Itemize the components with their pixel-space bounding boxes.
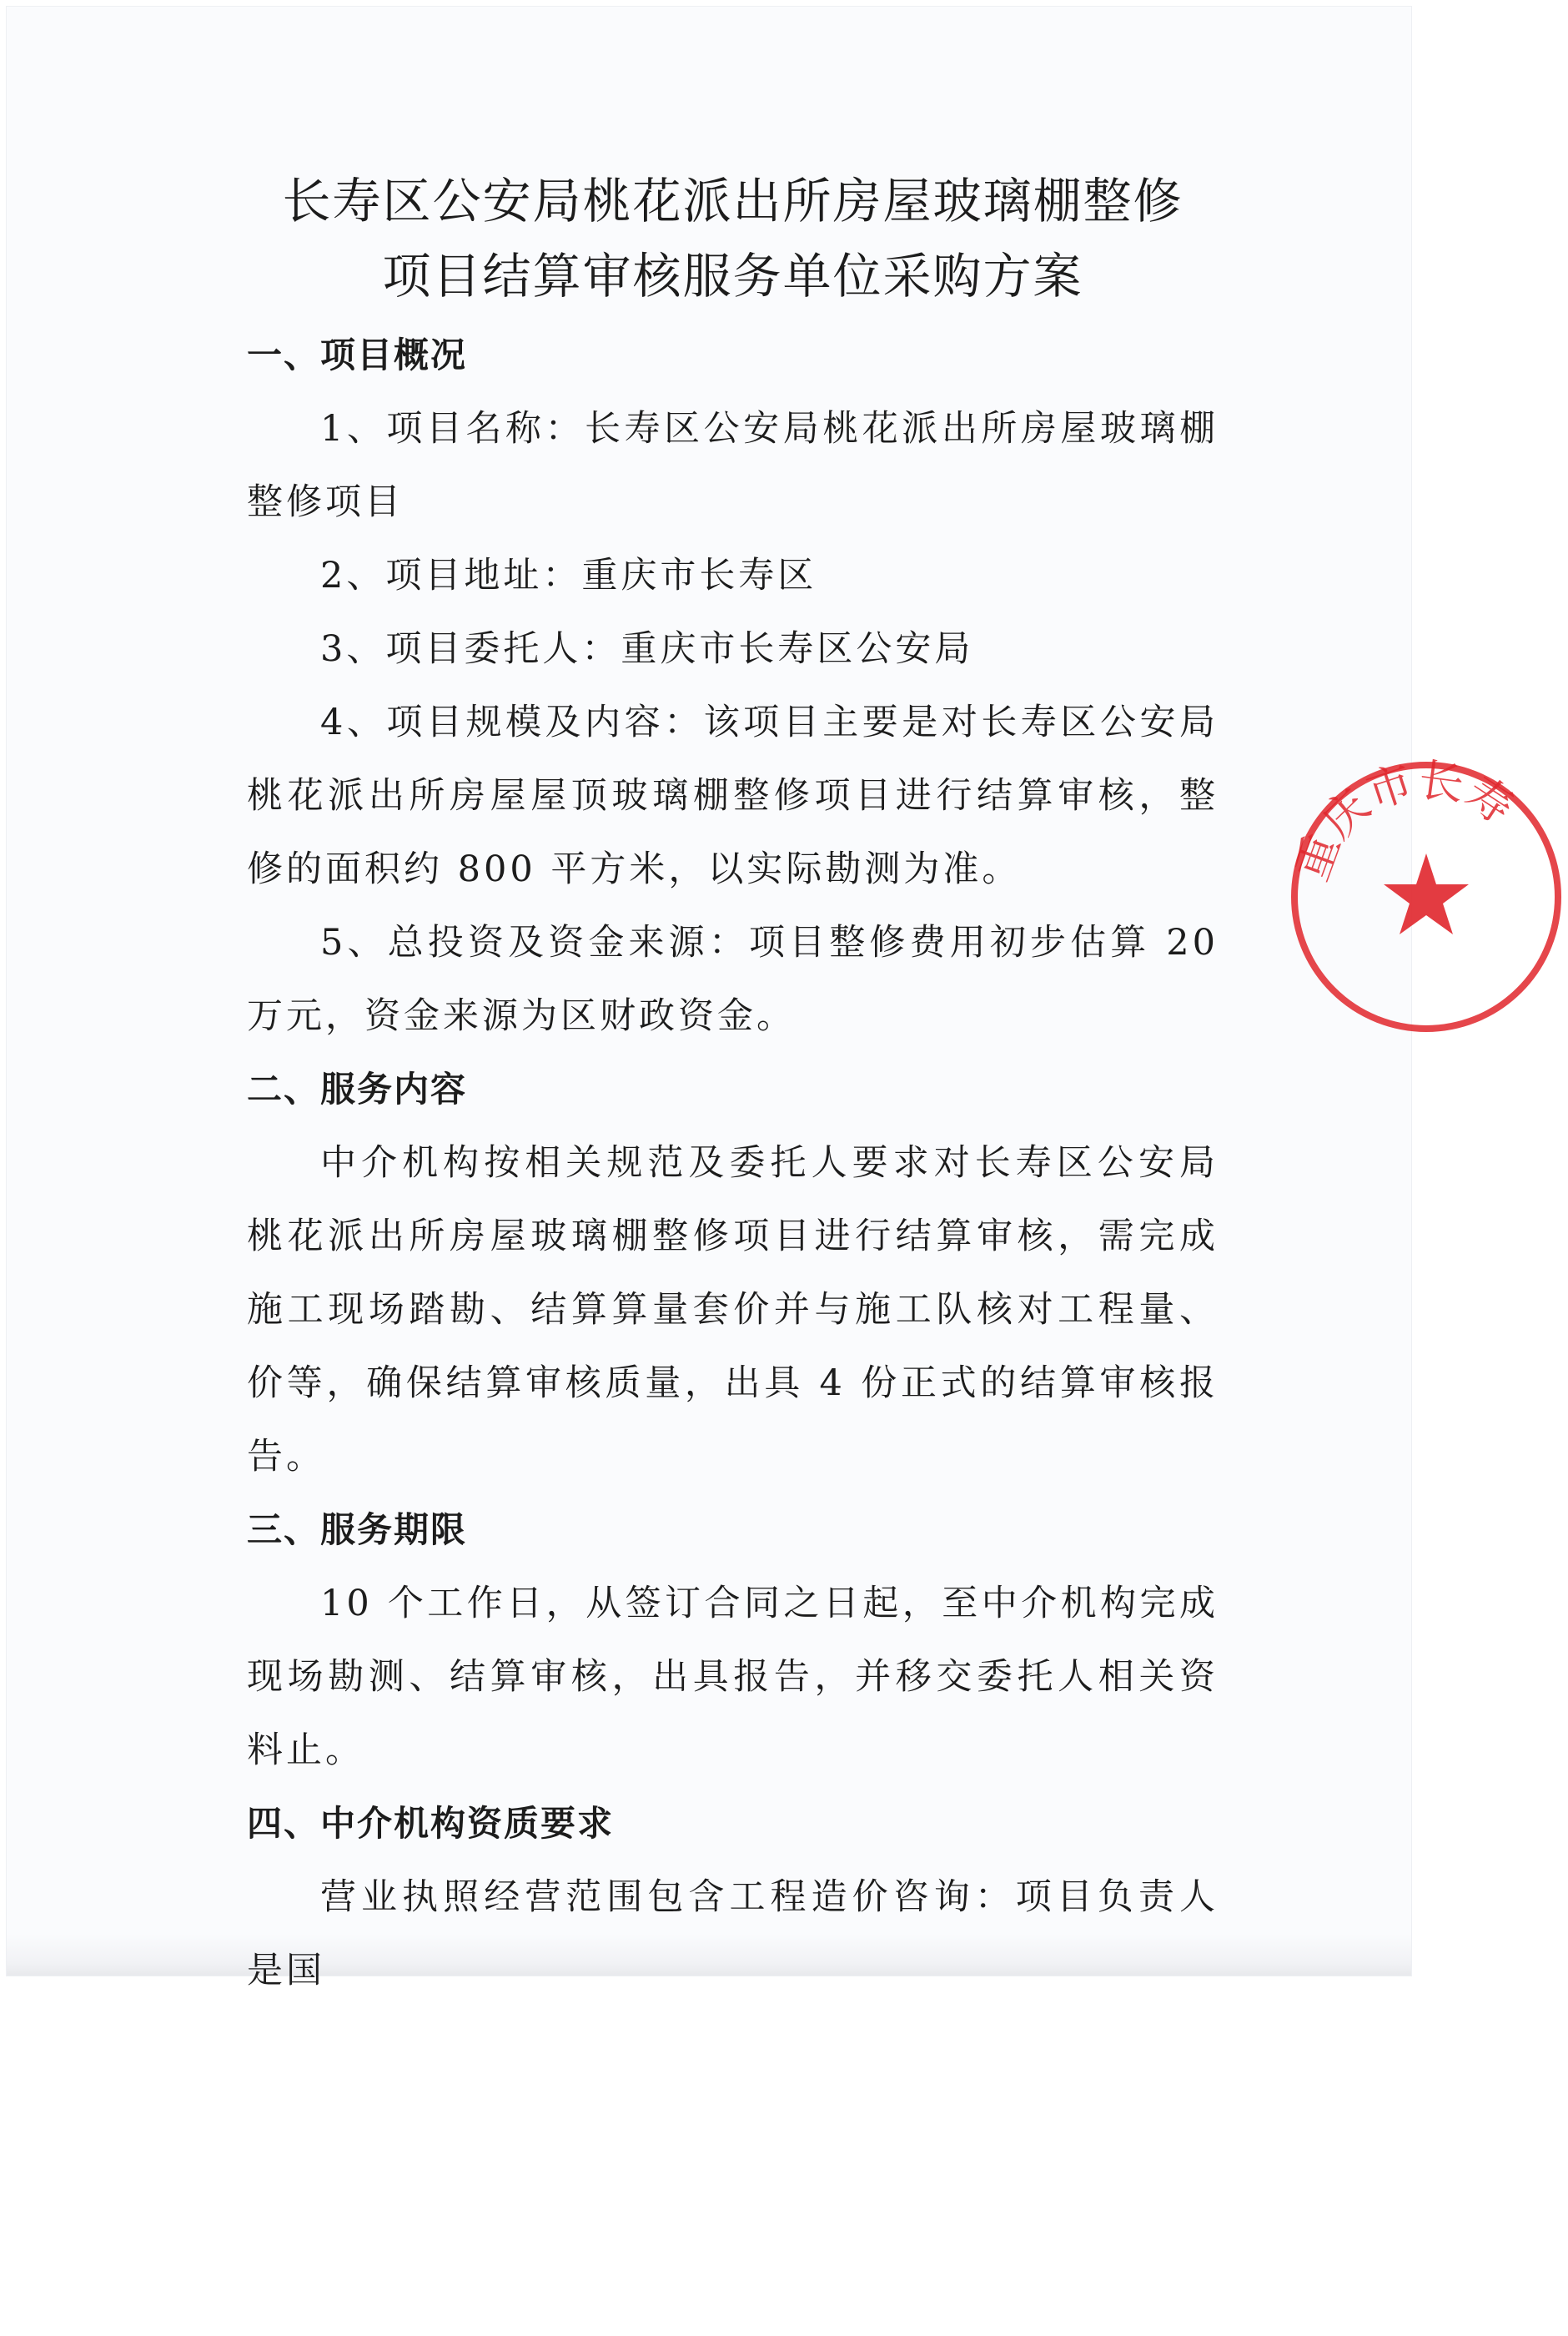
item-project-name: 1、项目名称：长寿区公安局桃花派出所房屋玻璃棚整修项目: [247, 408, 1219, 523]
section-heading-overview: 一、项目概况: [247, 335, 468, 375]
title-line-1: 长寿区公安局桃花派出所房屋玻璃棚整修: [282, 173, 1184, 229]
seal-text: 重庆市长寿: [1285, 755, 1523, 888]
section-heading-period: 三、服务期限: [247, 1509, 468, 1550]
item-project-scope: 4、项目规模及内容：该项目主要是对长寿区公安局桃花派出所房屋屋顶玻璃棚整修项目进行结算审核，整修的面积约 800 平方米，以实际勘测为准。: [247, 702, 1219, 890]
service-content-paragraph: 中介机构按相关规范及委托人要求对长寿区公安局桃花派出所房屋玻璃棚整修项目进行结算审核，需完成施工现场踏勘、结算算量套价并与施工队核对工程量、价等，确保结算审核质量，出具 4 份正式的结算审核报告。: [247, 1142, 1219, 1478]
item-project-address: 2、项目地址：重庆市长寿区: [320, 555, 817, 597]
official-seal: [1284, 755, 1568, 1039]
document-title: [247, 164, 1219, 314]
section-heading-qualification: 四、中介机构资质要求: [247, 1803, 615, 1844]
star-icon: [1384, 853, 1469, 934]
section-heading-service: 二、服务内容: [247, 1069, 468, 1110]
item-project-investment: 5、总投资及资金来源：项目整修费用初步估算 20 万元，资金来源为区财政资金。: [247, 922, 1219, 1037]
qualification-paragraph: 营业执照经营范围包含工程造价咨询：项目负责人是国: [247, 1876, 1219, 1991]
item-project-client: 3、项目委托人：重庆市长寿区公安局: [320, 628, 974, 670]
document-content: [247, 164, 1219, 2007]
title-line-2: 项目结算审核服务单位采购方案: [382, 248, 1083, 305]
service-period-paragraph: 10 个工作日，从签订合同之日起，至中介机构完成现场勘测、结算审核，出具报告，并移交委托人相关资料止。: [247, 1583, 1219, 1771]
